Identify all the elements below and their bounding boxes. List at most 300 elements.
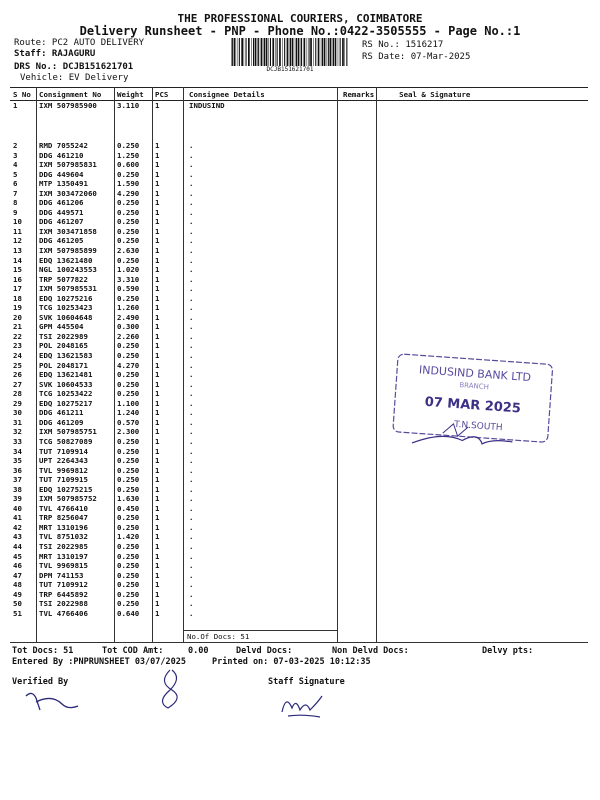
row-consignee: .	[189, 561, 194, 571]
barcode-bar	[241, 38, 243, 66]
barcode-bar	[282, 38, 283, 66]
row-weight: 0.250	[117, 541, 140, 551]
table-row	[10, 284, 588, 294]
rs-date: RS Date: 07-Mar-2025	[362, 52, 471, 62]
barcode-bar	[272, 38, 274, 66]
row-sno: 38	[13, 484, 22, 494]
row-remarks	[340, 475, 377, 485]
table-row	[10, 294, 588, 304]
row-seal	[377, 256, 588, 266]
row-remarks	[340, 198, 377, 208]
row-consignee: .	[189, 570, 194, 580]
row-weight: 1.630	[117, 494, 140, 504]
table-row	[10, 101, 588, 142]
row-remarks	[340, 170, 377, 180]
row-seal	[377, 236, 588, 246]
barcode-bar	[298, 38, 300, 66]
barcode-bar	[237, 38, 238, 66]
row-consignee: .	[189, 417, 194, 427]
row-seal	[377, 294, 588, 304]
row-consignee: .	[189, 255, 194, 265]
table-row	[10, 494, 588, 504]
table-row	[10, 303, 588, 313]
barcode-bar	[307, 38, 308, 66]
row-weight: 1.250	[117, 150, 140, 160]
row-weight: 0.250	[117, 522, 140, 532]
row-pcs: 1	[155, 570, 160, 580]
barcode-bar	[261, 38, 263, 66]
barcode-bar	[324, 38, 326, 66]
row-remarks	[340, 609, 377, 619]
row-consignee: .	[189, 150, 194, 160]
row-consignment: EDQ 13621481	[39, 370, 93, 380]
row-consignment: IXM 507985752	[39, 494, 97, 504]
row-weight: 0.250	[117, 198, 140, 208]
barcode-bar	[326, 38, 327, 66]
row-consignment: DPM 741153	[39, 570, 84, 580]
row-weight: 0.640	[117, 608, 140, 618]
table-row	[10, 217, 588, 227]
row-weight: 0.250	[117, 551, 140, 561]
row-pcs: 1	[155, 341, 160, 351]
row-consignment: IXM 507985900	[39, 101, 97, 110]
row-consignee: INDUSIND	[189, 101, 225, 110]
row-consignment: SVK 10604533	[39, 379, 93, 389]
row-weight: 0.250	[117, 465, 140, 475]
barcode-bar	[270, 38, 271, 66]
row-consignee: .	[189, 408, 194, 418]
barcode-bar	[257, 38, 258, 66]
row-consignee: .	[189, 589, 194, 599]
barcode-bar	[268, 38, 269, 66]
row-sno: 4	[13, 160, 18, 170]
row-remarks	[340, 504, 377, 514]
row-remarks	[340, 361, 377, 371]
row-consignee: .	[189, 551, 194, 561]
row-remarks	[340, 485, 377, 495]
row-weight: 1.260	[117, 303, 140, 313]
table-row	[10, 141, 588, 151]
total-docs: Tot Docs: 51	[12, 646, 74, 656]
row-seal	[377, 561, 588, 571]
row-consignee: .	[189, 580, 194, 590]
row-weight: 0.250	[117, 580, 140, 590]
row-weight: 0.600	[117, 160, 140, 170]
row-sno: 28	[13, 389, 22, 399]
row-sno: 41	[13, 513, 22, 523]
row-weight: 0.250	[117, 236, 140, 246]
row-consignee: .	[189, 522, 194, 532]
non-delivered-docs: Non Delvd Docs:	[332, 646, 409, 656]
row-pcs: 1	[155, 561, 160, 571]
rs-number: RS No.: 1516217	[362, 40, 444, 50]
row-weight: 2.490	[117, 312, 140, 322]
row-remarks	[340, 265, 377, 275]
row-consignee: .	[189, 141, 194, 150]
table-row	[10, 609, 588, 619]
barcode-bar	[231, 38, 232, 66]
stamp-line2: BRANCH	[459, 381, 490, 392]
row-consignee: .	[189, 456, 194, 466]
row-consignment: TRP 8256047	[39, 513, 88, 523]
row-sno: 20	[13, 312, 22, 322]
barcode-bar	[318, 38, 320, 66]
row-consignee: .	[189, 599, 194, 609]
row-weight: 1.100	[117, 398, 140, 408]
table-row	[10, 532, 588, 542]
barcode-bar	[313, 38, 314, 66]
row-remarks	[340, 580, 377, 590]
row-seal	[377, 485, 588, 495]
row-weight: 0.250	[117, 589, 140, 599]
row-sno: 1	[13, 101, 18, 110]
row-pcs: 1	[155, 494, 160, 504]
row-weight: 0.250	[117, 436, 140, 446]
company-title: THE PROFESSIONAL COURIERS, COIMBATORE	[177, 12, 423, 25]
row-consignment: TVL 8751032	[39, 532, 88, 542]
barcode-bar	[309, 38, 310, 66]
row-consignment: TUT 7109914	[39, 446, 88, 456]
row-seal	[377, 552, 588, 562]
table-row	[10, 151, 588, 161]
row-sno: 6	[13, 179, 18, 189]
row-sno: 37	[13, 475, 22, 485]
row-consignee: .	[189, 398, 194, 408]
col-pcs: PCS	[152, 88, 186, 101]
row-sno: 2	[13, 141, 18, 150]
row-sno: 5	[13, 169, 18, 179]
row-consignment: TSI 2022989	[39, 331, 88, 341]
row-seal	[377, 542, 588, 552]
row-consignment: DDG 461206	[39, 198, 84, 208]
row-seal	[377, 504, 588, 514]
row-weight: 0.250	[117, 561, 140, 571]
row-consignee: .	[189, 446, 194, 456]
row-sno: 7	[13, 188, 18, 198]
barcode-bar	[279, 38, 281, 66]
table-row	[10, 160, 588, 170]
row-consignee: .	[189, 265, 194, 275]
row-pcs: 1	[155, 484, 160, 494]
col-sno: S No	[10, 88, 36, 101]
row-remarks	[340, 437, 377, 447]
row-seal	[377, 571, 588, 581]
row-sno: 39	[13, 494, 22, 504]
row-sno: 49	[13, 589, 22, 599]
row-pcs: 1	[155, 303, 160, 313]
row-consignee: .	[189, 160, 194, 170]
barcode-bar	[246, 38, 247, 66]
table-row	[10, 542, 588, 552]
row-weight: 0.250	[117, 293, 140, 303]
row-consignment: TCG 10253423	[39, 303, 93, 313]
row-pcs: 1	[155, 312, 160, 322]
row-consignee: .	[189, 312, 194, 322]
row-consignment: MRT 1310196	[39, 522, 88, 532]
row-consignment: RMD 7055242	[39, 141, 88, 150]
row-consignee: .	[189, 494, 194, 504]
table-row	[10, 179, 588, 189]
row-remarks	[340, 141, 377, 151]
row-weight: 0.250	[117, 599, 140, 609]
row-weight: 0.250	[117, 169, 140, 179]
row-seal	[377, 322, 588, 332]
row-pcs: 1	[155, 217, 160, 227]
staff-signature	[278, 690, 328, 720]
row-weight: 3.110	[117, 101, 140, 110]
row-consignment: DDG 461205	[39, 236, 84, 246]
table-row	[10, 256, 588, 266]
barcode-bar	[263, 38, 264, 66]
row-remarks	[340, 380, 377, 390]
row-weight: 0.250	[117, 141, 140, 150]
row-consignment: IXM 507985751	[39, 427, 97, 437]
row-seal	[377, 590, 588, 600]
col-weight: Weight	[114, 88, 152, 101]
row-weight: 4.290	[117, 188, 140, 198]
row-consignment: UPT 2264343	[39, 456, 88, 466]
row-consignment: DDG 461211	[39, 408, 84, 418]
table-row	[10, 466, 588, 476]
stamp-line3: T.N.SOUTH	[453, 419, 503, 434]
barcode-bar	[296, 38, 297, 66]
row-remarks	[340, 179, 377, 189]
verified-by: Verified By	[12, 677, 69, 687]
table-row	[10, 322, 588, 332]
row-remarks	[340, 208, 377, 218]
staff-signature-label: Staff Signature	[268, 677, 345, 687]
row-pcs: 1	[155, 436, 160, 446]
row-remarks	[340, 294, 377, 304]
row-sno: 22	[13, 331, 22, 341]
vehicle: Vehicle: EV Delivery	[20, 73, 129, 83]
row-remarks	[340, 284, 377, 294]
row-sno: 35	[13, 456, 22, 466]
row-sno: 32	[13, 427, 22, 437]
printed-on: Printed on: 07-03-2025 10:12:35	[212, 657, 371, 667]
row-seal	[377, 217, 588, 227]
row-sno: 12	[13, 236, 22, 246]
row-consignment: IXM 507985531	[39, 284, 97, 294]
row-pcs: 1	[155, 599, 160, 609]
row-consignment: IXM 507985899	[39, 246, 97, 256]
row-pcs: 1	[155, 284, 160, 294]
row-sno: 47	[13, 570, 22, 580]
row-remarks	[340, 217, 377, 227]
row-pcs: 1	[155, 522, 160, 532]
row-consignee: .	[189, 236, 194, 246]
row-remarks	[340, 151, 377, 161]
row-pcs: 1	[155, 236, 160, 246]
col-seal: Seal & Signature	[377, 88, 588, 101]
row-pcs: 1	[155, 246, 160, 256]
row-remarks	[340, 456, 377, 466]
row-weight: 1.240	[117, 408, 140, 418]
row-seal	[377, 284, 588, 294]
row-consignee: .	[189, 436, 194, 446]
row-consignee: .	[189, 341, 194, 351]
row-remarks	[340, 313, 377, 323]
row-pcs: 1	[155, 255, 160, 265]
row-sno: 30	[13, 408, 22, 418]
col-remarks: Remarks	[340, 88, 377, 101]
row-weight: 0.250	[117, 217, 140, 227]
route: Route: PC2 AUTO DELIVERY	[14, 38, 145, 48]
row-weight: 0.300	[117, 322, 140, 332]
row-sno: 23	[13, 341, 22, 351]
table-row	[10, 552, 588, 562]
barcode-bar	[321, 38, 322, 66]
row-consignment: DDG 449604	[39, 169, 84, 179]
table-row	[10, 227, 588, 237]
table-row	[10, 590, 588, 600]
row-pcs: 1	[155, 150, 160, 160]
row-sno: 11	[13, 226, 22, 236]
row-weight: 0.250	[117, 379, 140, 389]
row-seal	[377, 609, 588, 619]
row-sno: 40	[13, 503, 22, 513]
row-pcs: 1	[155, 580, 160, 590]
row-consignment: DDG 461210	[39, 150, 84, 160]
row-pcs: 1	[155, 331, 160, 341]
row-seal	[377, 494, 588, 504]
barcode-bar	[335, 38, 337, 66]
row-pcs: 1	[155, 179, 160, 189]
row-pcs: 1	[155, 379, 160, 389]
row-remarks	[340, 389, 377, 399]
row-seal	[377, 313, 588, 323]
table-row	[10, 504, 588, 514]
stamp-date: 07 MAR 2025	[424, 394, 522, 417]
entered-by: Entered By :PNPRUNSHEET 03/07/2025	[12, 657, 186, 667]
row-pcs: 1	[155, 169, 160, 179]
row-seal	[377, 532, 588, 542]
barcode-bar	[342, 38, 344, 66]
row-remarks	[340, 523, 377, 533]
row-seal	[377, 466, 588, 476]
row-sno: 29	[13, 398, 22, 408]
row-seal	[377, 179, 588, 189]
table-row	[10, 313, 588, 323]
row-weight: 0.570	[117, 417, 140, 427]
row-sno: 46	[13, 561, 22, 571]
barcode-bar	[292, 38, 294, 66]
row-weight: 0.250	[117, 484, 140, 494]
row-remarks	[340, 408, 377, 418]
barcode-bar	[340, 38, 341, 66]
row-seal	[377, 456, 588, 466]
table-row	[10, 523, 588, 533]
row-weight: 0.250	[117, 446, 140, 456]
row-remarks	[340, 332, 377, 342]
row-consignment: POL 2048165	[39, 341, 88, 351]
row-seal	[377, 303, 588, 313]
row-weight: 0.250	[117, 255, 140, 265]
row-sno: 19	[13, 303, 22, 313]
row-pcs: 1	[155, 551, 160, 561]
row-seal	[377, 332, 588, 342]
row-remarks	[340, 427, 377, 437]
row-consignee: .	[189, 360, 194, 370]
row-weight: 1.420	[117, 532, 140, 542]
total-cod-label: Tot COD Amt:	[102, 646, 164, 656]
row-pcs: 1	[155, 351, 160, 361]
row-sno: 14	[13, 255, 22, 265]
row-sno: 27	[13, 379, 22, 389]
row-consignment: TVL 4766410	[39, 503, 88, 513]
row-consignment: TUT 7109912	[39, 580, 88, 590]
row-pcs: 1	[155, 293, 160, 303]
row-consignee: .	[189, 484, 194, 494]
row-remarks	[340, 466, 377, 476]
row-pcs: 1	[155, 265, 160, 275]
barcode-bar	[248, 38, 250, 66]
row-seal	[377, 523, 588, 533]
table-row	[10, 332, 588, 342]
row-pcs: 1	[155, 226, 160, 236]
row-sno: 10	[13, 217, 22, 227]
row-sno: 16	[13, 274, 22, 284]
table-row	[10, 265, 588, 275]
row-consignment: IXM 303472060	[39, 188, 97, 198]
row-pcs: 1	[155, 503, 160, 513]
row-remarks	[340, 447, 377, 457]
row-consignee: .	[189, 188, 194, 198]
row-sno: 48	[13, 580, 22, 590]
row-seal	[377, 265, 588, 275]
row-weight: 0.250	[117, 370, 140, 380]
table-row	[10, 571, 588, 581]
row-remarks	[340, 542, 377, 552]
row-consignment: TRP 5077822	[39, 274, 88, 284]
row-consignment: GPM 445504	[39, 322, 84, 332]
barcode-bar	[315, 38, 316, 66]
row-consignee: .	[189, 370, 194, 380]
row-weight: 4.270	[117, 360, 140, 370]
row-consignee: .	[189, 217, 194, 227]
barcode-bar	[289, 38, 290, 66]
barcode-bar	[300, 38, 301, 66]
barcode-bar	[232, 38, 233, 66]
row-sno: 8	[13, 198, 18, 208]
barcode-bar	[253, 38, 254, 66]
row-sno: 36	[13, 465, 22, 475]
row-pcs: 1	[155, 408, 160, 418]
row-consignment: EDQ 10275217	[39, 398, 93, 408]
row-pcs: 1	[155, 589, 160, 599]
barcode-bar	[333, 38, 334, 66]
barcode-bar	[322, 38, 323, 66]
row-consignment: EDQ 10275216	[39, 293, 93, 303]
row-pcs: 1	[155, 398, 160, 408]
row-sno: 31	[13, 417, 22, 427]
row-consignee: .	[189, 475, 194, 485]
barcode-caption: DCJB151621701	[266, 66, 314, 73]
row-pcs: 1	[155, 198, 160, 208]
row-consignee: .	[189, 322, 194, 332]
row-consignee: .	[189, 427, 194, 437]
row-pcs: 1	[155, 322, 160, 332]
row-consignee: .	[189, 503, 194, 513]
table-row	[10, 580, 588, 590]
row-weight: 0.250	[117, 570, 140, 580]
row-consignment: MRT 1310197	[39, 551, 88, 561]
row-remarks	[340, 303, 377, 313]
row-seal	[377, 513, 588, 523]
row-consignee: .	[189, 389, 194, 399]
row-consignment: TRP 6445892	[39, 589, 88, 599]
row-sno: 33	[13, 436, 22, 446]
